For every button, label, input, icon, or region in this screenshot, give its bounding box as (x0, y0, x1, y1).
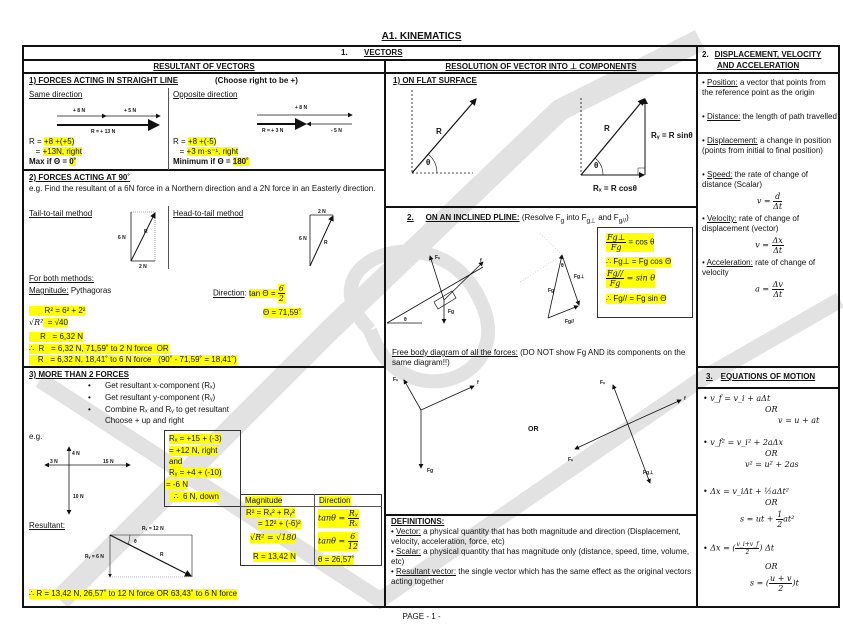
lhs: a = (755, 284, 772, 294)
label-fn: Fₙ (435, 255, 441, 261)
fraction (772, 236, 784, 255)
dva-title-1 (702, 50, 821, 60)
resultant-header: RESULTANT OF VECTORS (22, 59, 386, 74)
numerator: Rᵧ (348, 509, 358, 518)
eom-eq1: • v_f = v_i + aΔt (703, 394, 770, 404)
friction-arrow (421, 386, 474, 410)
definition-term: Resultant vector: (396, 567, 457, 576)
note: and F (595, 213, 619, 222)
lhs: v = (756, 196, 774, 206)
eq-text: = (29, 147, 43, 156)
denominator: Δt (773, 246, 783, 255)
text: rate of change of velocity (702, 258, 816, 277)
final-answer: ∴ R = 13,42 N, 26,57˚ to 12 N force OR 63,43˚ to 6 N force (29, 589, 238, 598)
denominator: Rₓ (348, 519, 358, 528)
denominator: 2 (778, 584, 784, 593)
label-fg-perp: Fg⊥ (574, 274, 585, 280)
label-2n: 2 N (139, 264, 147, 270)
fbd-title-text: Free body diagram of all the forces: (392, 348, 518, 357)
eq-r-squared: R² = 6² + 2² (29, 306, 86, 315)
numerator: d (775, 192, 781, 201)
more-forces-title: 3) MORE THAN 2 FORCES (29, 370, 130, 379)
eom-number: 3. (706, 372, 713, 381)
same-direction-label: Same direction (29, 90, 83, 99)
denominator: Δt (773, 290, 783, 299)
label-minus5n: - 5 N (331, 128, 342, 134)
label-f: f (684, 396, 686, 402)
bullet-text: Get resultant x-component (Rₓ) (105, 381, 216, 390)
flat-surface-title: 1) ON FLAT SURFACE (393, 76, 477, 85)
or-label: OR (528, 426, 539, 433)
table-header-direction: Direction (319, 496, 351, 505)
label-10n: 10 N (73, 494, 84, 500)
lhs: s = ut + (740, 514, 777, 524)
direction-label: Direction (213, 288, 245, 298)
label-r: R (436, 127, 442, 136)
definition-vector (391, 527, 693, 547)
label-3n: 3 N (50, 459, 58, 465)
dva-number: 2. (702, 50, 709, 59)
theta-result: Θ = 71,59˚ (263, 308, 302, 317)
table-mag-1: R² = Rₓ² + Rᵧ² (246, 508, 295, 517)
speed-formula (702, 192, 837, 211)
term: Speed: (707, 170, 733, 179)
resolution-header: RESOLUTION OF VECTOR INTO ⊥ COMPONENTS (384, 59, 698, 74)
eq-highlight: 180˚ (232, 157, 249, 166)
label-r: R (604, 124, 610, 133)
text: the length of path travelled (740, 112, 837, 121)
rhs: = cos θ (626, 237, 655, 247)
eq-text: = (173, 147, 187, 156)
definition-term: Vector: (396, 527, 421, 536)
fraction (773, 192, 782, 211)
label-6n: 6 N (299, 236, 307, 242)
fbd-note: (DO NOT show Fg AND its components on the same diagram!!) (392, 348, 686, 367)
label-f: f (477, 380, 479, 386)
label-fg-perp: Fg⊥ (643, 470, 654, 476)
page-title: A1. KINEMATICS (381, 31, 462, 42)
sub: g⊥ (586, 217, 596, 225)
numerator: Fg// (607, 269, 624, 278)
text: a vector that points from the reference point as the origin (702, 78, 826, 97)
eq-highlight: +8 +(+5) (43, 137, 75, 146)
label-15n: 15 N (103, 459, 114, 465)
term: Acceleration: (706, 258, 753, 267)
denominator: Fg (609, 279, 621, 288)
eq-text: R = (173, 137, 188, 146)
calc-line: Rᵧ = +4 + (-10) (169, 468, 222, 477)
magnitude-label: Magnitude: (29, 286, 69, 295)
eq-text: Max if Θ = (29, 157, 70, 166)
calc-line: = -6 N (166, 480, 189, 489)
fraction (769, 574, 792, 593)
label-fg: Fg (448, 309, 455, 315)
text: the rate of change of distance (Scalar) (702, 170, 808, 189)
term: Velocity: (707, 214, 737, 223)
rx-formula: Rₓ = R cosθ (593, 184, 637, 193)
label-ry: Rᵧ = 6 N (85, 554, 104, 560)
note: ) (626, 213, 629, 222)
dva-acceleration (702, 258, 837, 278)
or-label: OR (765, 562, 778, 571)
eom-eq2-alt: v² = u² + 2as (745, 460, 799, 469)
definitions-title: DEFINITIONS: (391, 517, 445, 526)
fraction (735, 541, 759, 556)
numerator: 6 (348, 532, 358, 542)
table-mag-3: √R² = √180 (250, 533, 297, 542)
bullet-text: Combine Rₓ and Rᵧ to get resultant (105, 405, 229, 414)
tail-to-tail-label: Tail-to-tail method (29, 209, 93, 218)
eq-text: Minimum if Θ = (173, 157, 233, 166)
label-2n: 2 N (318, 209, 326, 215)
definition-term: Scalar: (396, 547, 421, 556)
label-theta: θ (134, 539, 137, 545)
sqrt-40: = √40 (43, 318, 68, 327)
rhs: = sin θ (624, 273, 656, 283)
eom-eq4 (703, 541, 774, 556)
colon: : (244, 288, 250, 298)
eom-title-text: EQUATIONS OF MOTION (720, 372, 816, 381)
label-theta: θ (561, 263, 564, 269)
page-footer: PAGE - 1 - (402, 612, 441, 621)
numerator: u + v (770, 574, 792, 583)
or-label: OR (765, 498, 778, 507)
dva-title-text: DISPLACEMENT, VELOCITY (714, 50, 822, 59)
fraction (772, 280, 784, 299)
denominator: 12 (347, 542, 358, 551)
term: Position: (707, 78, 738, 87)
straight-line-note: (Choose right to be +) (215, 76, 298, 85)
table-theta: θ = 26,57˚ (318, 555, 355, 564)
table-header-magnitude: Magnitude (245, 496, 283, 505)
sqrt-r: √R² (29, 318, 44, 327)
or-label: OR (765, 405, 778, 414)
eq-highlight: 0˚ (69, 157, 77, 166)
denominator: 2 (745, 549, 750, 556)
label-fg: Fg (548, 288, 555, 294)
choose-direction: Choose + up and right (105, 416, 184, 425)
label-fn: Fₙ (393, 377, 399, 383)
label-fn: Fₙ (568, 457, 574, 463)
label-r: R (324, 240, 328, 246)
opposite-direction-label: Opposite direction (173, 90, 238, 99)
incline-number: 2. (407, 213, 414, 222)
bullet-text: Get resultant y-component (Rᵧ) (105, 393, 216, 402)
tan-text: tan Θ = (249, 288, 278, 298)
lhs: s = ( (750, 578, 770, 588)
text: rate of change of displacement (vector) (702, 214, 800, 233)
sub: g (560, 217, 565, 225)
formula-fg-perp: ∴ Fg⊥ = Fg cos Θ (606, 257, 672, 266)
numerator: Δv (772, 280, 783, 289)
eq-conclusion-1: ∴ R = 6,32 N, 71,59˚ to 2 N force OR (29, 344, 169, 353)
calc-line: and (169, 457, 183, 466)
ninety-example: e.g. Find the resultant of a 6N force in a Northern direction and a 2N force in an Easterly direction. (29, 184, 376, 193)
numerator: Fg⊥ (607, 233, 626, 242)
table-mag-2: = 12² + (-6)² (258, 519, 301, 528)
normal-force-arrow (404, 380, 421, 410)
definition-text: a physical quantity that has magnitude only (distance, speed, time, volume, etc) (391, 547, 690, 566)
magnitude-text: Pythagoras (68, 286, 112, 295)
label-8n: + 8 N (73, 108, 86, 114)
label-theta: θ (594, 161, 599, 170)
note: into F (564, 213, 587, 222)
text: a change in position (points from initial to final position) (702, 136, 832, 155)
calc-line: = +12 N, right (169, 446, 218, 455)
definition-scalar (391, 547, 693, 567)
straight-line-title-text: 1) FORCES ACTING IN STRAIGHT LINE (29, 76, 179, 85)
calc-line: Rₓ = +15 + (-3) (169, 434, 222, 443)
label-r: R (160, 552, 164, 558)
rhs: )t (792, 578, 799, 588)
label-theta: θ (404, 317, 407, 323)
term: Distance: (707, 112, 741, 121)
numerator: Δx (772, 236, 783, 245)
eom-eq3: • Δx = v_iΔt + ½aΔt² (703, 487, 789, 497)
numerator: 1 (777, 510, 783, 519)
eq-highlight: +3 m·s⁻¹, right (186, 147, 239, 156)
eom-eq2: • v_f² = v_i² + 2aΔx (703, 438, 783, 448)
dva-velocity (702, 214, 837, 234)
table-mag-4: R = 13,42 N (253, 552, 296, 561)
lhs: v = (755, 240, 772, 250)
rhs: at² (783, 514, 795, 524)
denominator: 2 (777, 520, 783, 529)
velocity-formula (702, 236, 837, 255)
resultant-label: Resultant: (29, 521, 66, 530)
lhs: Δx = ( (710, 543, 736, 553)
denominator: Fg (610, 243, 622, 252)
label-fg-par: Fg// (565, 319, 574, 325)
numerator: v_i+v_f (736, 541, 759, 548)
rhs: ) Δt (759, 543, 775, 553)
label-fn: Fₙ (600, 380, 606, 386)
dva-title-2: AND ACCELERATION (717, 61, 800, 70)
normal-force-arrow (613, 385, 630, 430)
calc-line: ∴ 6 N, down (169, 492, 219, 501)
numerator: 6 (278, 284, 284, 293)
tan-text: tanθ = (318, 536, 348, 546)
dva-list (702, 78, 837, 302)
label-f: f (480, 258, 482, 264)
dva-position (702, 78, 837, 98)
acceleration-formula (702, 280, 837, 299)
incline-title-text: ON AN INCLINED PLINE: (425, 213, 520, 222)
label-8n: + 8 N (295, 105, 308, 111)
label-r: R (144, 229, 148, 235)
eq-text: R = (29, 137, 44, 146)
denominator: 2 (278, 294, 284, 303)
vectors-title: VECTORS (364, 48, 403, 57)
dva-distance (702, 112, 837, 122)
definition-text: the single vector which has the same effect as the original vectors acting together (391, 567, 692, 586)
term: Displacement: (707, 136, 758, 145)
head-to-tail-label: Head-to-tail method (173, 209, 244, 218)
label-5n: + 5 N (124, 108, 137, 114)
both-methods-label: For both methods: (29, 274, 94, 283)
formula-fg-par: ∴ Fg// = Fg sin Θ (606, 294, 667, 303)
eq-highlight: +8 +(-5) (187, 137, 217, 146)
eq-highlight: +13N, right (42, 147, 82, 156)
label-r13: R = + 13 N (91, 129, 116, 135)
label-r3: R = + 3 N (262, 128, 284, 134)
definition-text: a physical quantity that has both magnitude and direction (Displacement, velocity, acceleration, force, etc) (391, 527, 681, 546)
vectors-number: 1. (341, 48, 348, 57)
label-4n: 4 N (72, 451, 80, 457)
note: (Resolve F (519, 213, 561, 222)
dva-displacement (702, 136, 837, 156)
definition-resultant (391, 567, 693, 587)
eg-label: e.g. (29, 432, 43, 441)
denominator: Δt (773, 202, 783, 211)
ninety-title: 2) FORCES ACTING AT 90˚ (29, 173, 131, 182)
friction-arrow (628, 400, 681, 424)
fg-par-arrow (575, 424, 628, 449)
dva-speed (702, 170, 837, 190)
sub: g// (618, 217, 627, 225)
or-label: OR (765, 449, 778, 458)
eq-conclusion-2: R = 6,32 N, 18,41˚ to 6 N force (90˚ - 71,59˚ = 18,41˚) (29, 355, 237, 364)
label-theta: θ (426, 158, 431, 167)
eq-r-value: R = 6,32 N (29, 332, 84, 341)
label-6n: 6 N (118, 235, 126, 241)
label-fg: Fg (427, 468, 434, 474)
label-rx: Rₓ = 12 N (142, 526, 164, 532)
ry-formula: Rᵧ = R sinθ (651, 131, 693, 140)
eom-eq3-alt (740, 510, 794, 529)
definitions-list (391, 517, 693, 587)
eom-eq4-alt (750, 574, 799, 593)
eom-eq1-alt: v = u + at (778, 416, 820, 425)
eom-title (706, 372, 815, 382)
tan-text: tanθ = (318, 513, 348, 523)
